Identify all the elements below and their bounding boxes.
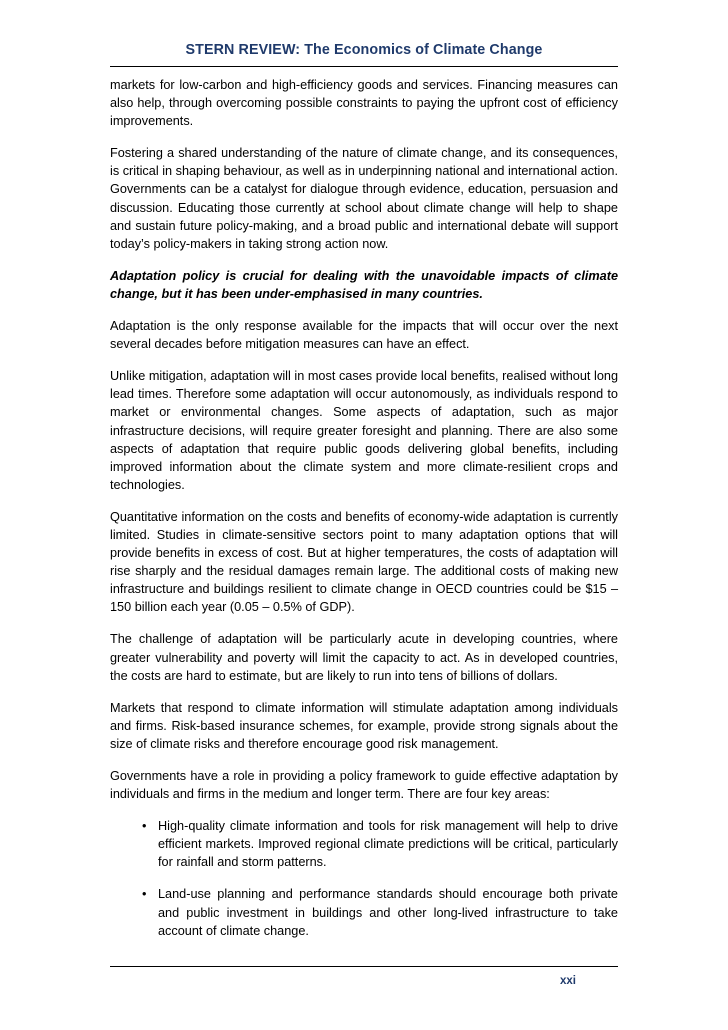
key-message-adaptation: Adaptation policy is crucial for dealing with the unavoidable impacts of climate change, but it has been under-emphasised in many countries.	[110, 268, 618, 301]
list-item	[110, 817, 618, 871]
page-header-title: STERN REVIEW: The Economics of Climate Change	[185, 42, 543, 58]
paragraph-shared-understanding: Fostering a shared understanding of the nature of climate change, and its consequences, is critical in shaping behaviour, as well as in underpinning national and international action. Governments can be a catalyst for dialogue through evidence, education, persuasion and discussion. Educating those currently at school about climate change will help to shape and sustain future policy-making, and a broad public and international debate will support today’s policy-makers in taking strong action now.	[110, 146, 618, 251]
paragraph-unlike-mitigation: Unlike mitigation, adaptation will in most cases provide local benefits, realised without long lead times. Therefore some adaptation will occur autonomously, as individuals respond to market or environmental changes. Some aspects of adaptation, such as major infrastructure decisions, will require greater foresight and planning. There are also some aspects of adaptation that require public goods delivering global benefits, including improved information about the climate system and more climate-resilient crops and technologies.	[110, 369, 618, 492]
list-item-text: Land-use planning and performance standards should encourage both private and public investment in buildings and other long-lived infrastructure to take account of climate change.	[158, 887, 618, 938]
paragraph-adaptation-response: Adaptation is the only response available for the impacts that will occur over the next several decades before mitigation measures can have an effect.	[110, 319, 618, 352]
header-divider	[110, 66, 618, 67]
page-body	[110, 76, 618, 954]
paragraph-quantitative-information: Quantitative information on the costs and benefits of economy-wide adaptation is currently limited. Studies in climate-sensitive sectors point to many adaptation options that will provide benefits in excess of cost. But at higher temperatures, the costs of adaptation will rise sharply and the residual damages remain large. The additional costs of making new infrastructure and buildings resilient to climate change in OECD countries could be $15 – 150 billion each year (0.05 – 0.5% of GDP).	[110, 509, 618, 615]
paragraph-developing-countries: The challenge of adaptation will be particularly acute in developing countries, where greater vulnerability and poverty will limit the capacity to act. As in developed countries, the costs are hard to estimate, but are likely to run into tens of billions of dollars.	[110, 632, 618, 683]
paragraph-markets: Markets that respond to climate information will stimulate adaptation among individuals and firms. Risk-based insurance schemes, for example, provide strong signals about the size of climate risks and therefore encourage good risk management.	[110, 700, 618, 751]
page-number: xxi	[560, 975, 576, 987]
list-item	[110, 885, 618, 939]
key-areas-list	[110, 817, 618, 940]
list-item-text: High-quality climate information and tools for risk management will help to drive efficient markets. Improved regional climate predictions will be critical, particularly for rainfall and storm patterns.	[158, 819, 618, 870]
paragraph-financing: markets for low-carbon and high-efficiency goods and services. Financing measures can also help, through overcoming possible constraints to paying the upfront cost of efficiency improvements.	[110, 78, 618, 129]
paragraph-governments-role: Governments have a role in providing a policy framework to guide effective adaptation by individuals and firms in the medium and longer term. There are four key areas:	[110, 769, 618, 802]
bullet-icon: •	[142, 887, 147, 902]
bullet-icon: •	[142, 819, 147, 834]
footer-divider	[110, 966, 618, 967]
